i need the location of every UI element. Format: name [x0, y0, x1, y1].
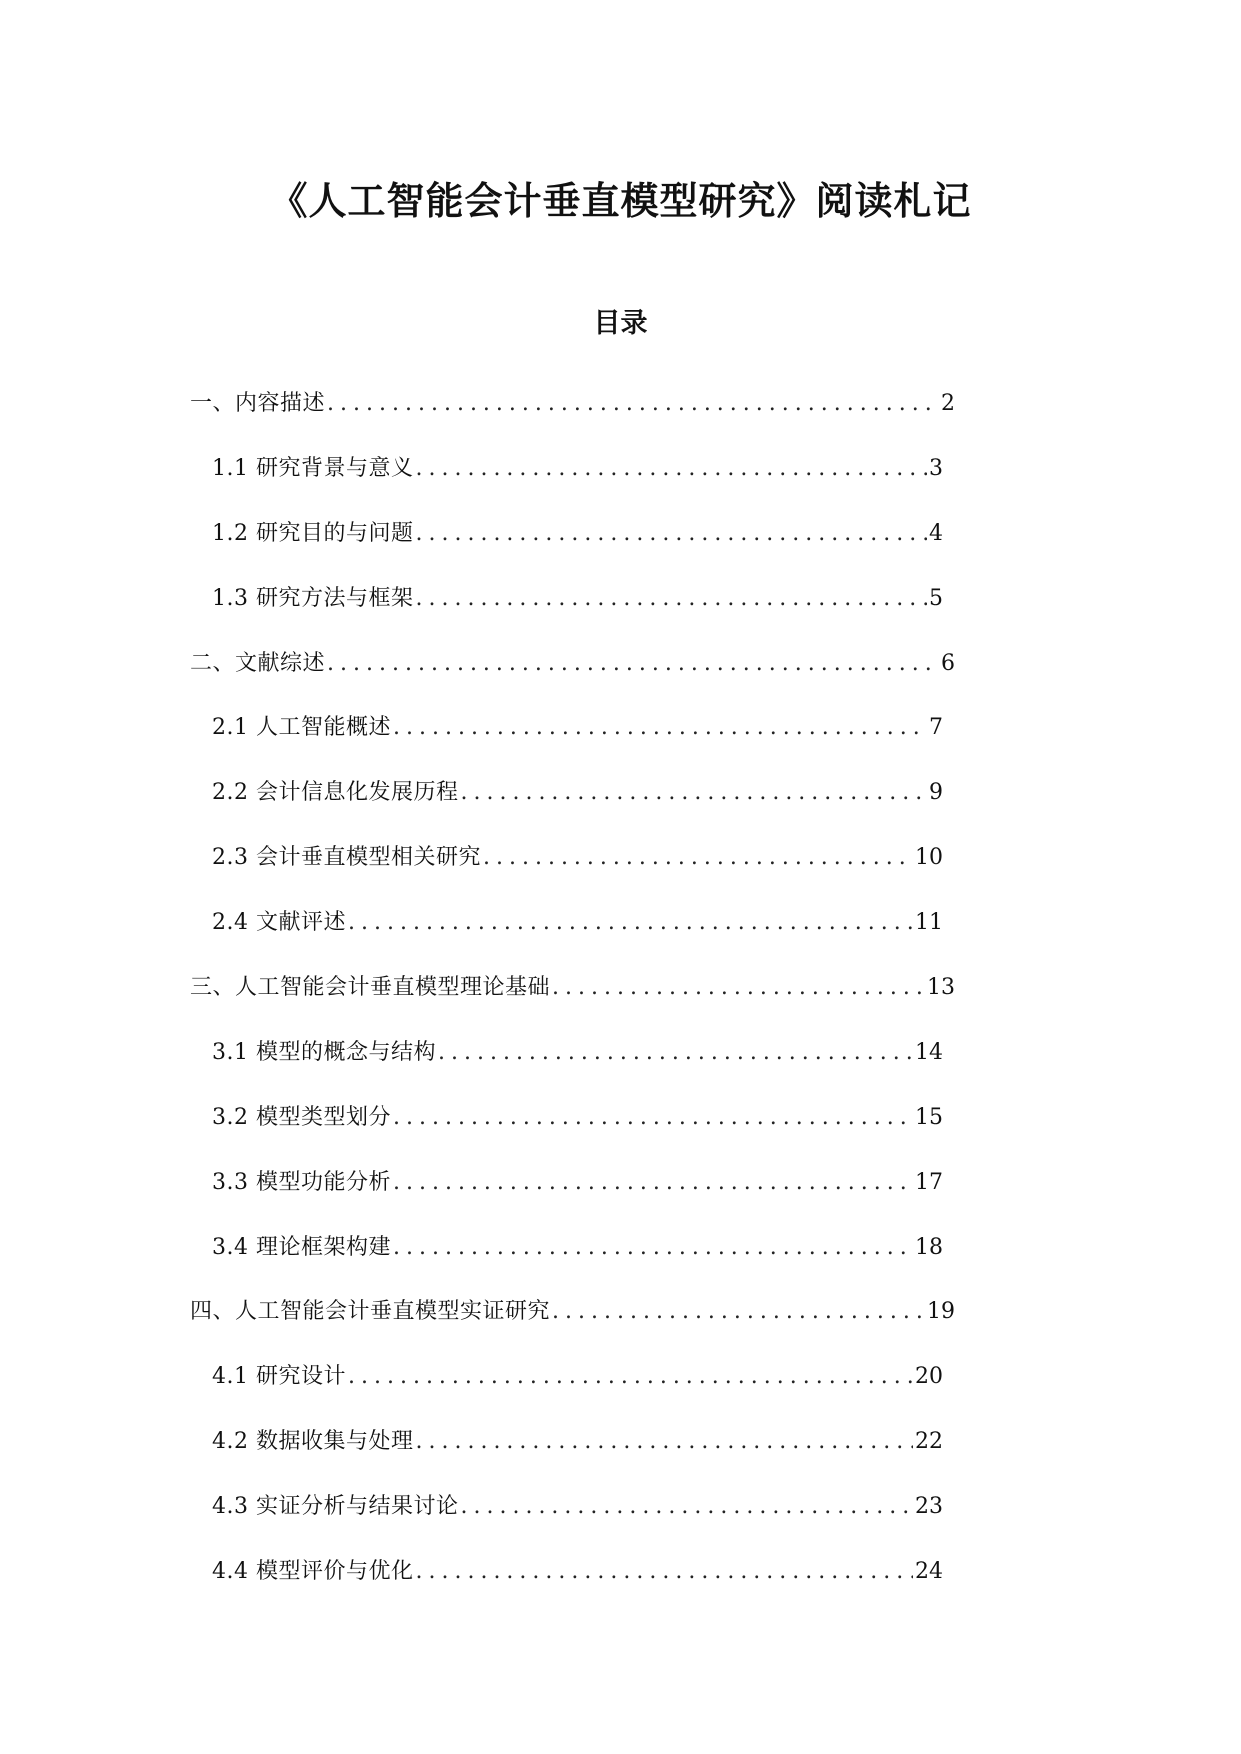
toc-page-number: 19	[927, 1299, 955, 1325]
toc-entry[interactable]	[190, 1357, 955, 1422]
toc-dot-leader	[415, 449, 927, 489]
toc-entry[interactable]	[190, 968, 955, 1033]
toc-entry-label: 1.3 研究方法与框架	[212, 585, 414, 611]
toc-entry[interactable]	[190, 1292, 955, 1357]
toc-entry-label: 一、内容描述	[190, 391, 326, 416]
toc-page-number: 7	[929, 715, 943, 741]
toc-entry[interactable]	[190, 708, 955, 773]
toc-dot-leader	[393, 1098, 913, 1138]
toc-page-number: 20	[915, 1364, 943, 1390]
toc-dot-leader	[552, 968, 925, 1008]
toc-entry-label: 2.3 会计垂直模型相关研究	[212, 845, 481, 871]
toc-dot-leader	[348, 903, 913, 943]
toc-entry[interactable]	[190, 644, 955, 709]
toc-page-number: 13	[927, 975, 955, 1001]
toc-entry[interactable]	[190, 1487, 955, 1552]
toc-entry[interactable]	[190, 449, 955, 514]
toc-entry-label: 2.1 人工智能概述	[212, 715, 391, 741]
toc-page-number: 6	[941, 650, 955, 676]
toc-page-number: 14	[915, 1039, 943, 1065]
toc-entry-label: 4.4 模型评价与优化	[212, 1559, 414, 1585]
toc-page-number: 5	[929, 585, 943, 611]
toc-page-number: 18	[915, 1234, 943, 1260]
toc-dot-leader	[552, 1292, 925, 1332]
toc-page-number: 24	[915, 1559, 943, 1585]
toc-entry-label: 三、人工智能会计垂直模型理论基础	[190, 975, 551, 1001]
toc-entry[interactable]	[190, 838, 955, 903]
toc-page-number: 17	[915, 1169, 943, 1195]
toc-dot-leader	[348, 1357, 913, 1397]
toc-entry[interactable]	[190, 1228, 955, 1293]
toc-entry-label: 1.1 研究背景与意义	[212, 455, 414, 481]
toc-entry[interactable]	[190, 514, 955, 579]
toc-entry-label: 2.2 会计信息化发展历程	[212, 780, 459, 806]
toc-entry[interactable]	[190, 1163, 955, 1228]
toc-dot-leader	[393, 1163, 913, 1203]
toc-page-number: 15	[915, 1104, 943, 1130]
toc-entry-label: 二、文献综述	[190, 650, 326, 676]
toc-dot-leader	[438, 1033, 913, 1073]
toc-page-number: 4	[929, 520, 943, 546]
toc-dot-leader	[483, 838, 913, 878]
toc-entry[interactable]	[190, 1033, 955, 1098]
toc-page-number: 11	[915, 910, 943, 936]
toc-dot-leader	[393, 708, 927, 748]
toc-dot-leader	[415, 514, 927, 554]
toc-entry[interactable]	[190, 773, 955, 838]
toc-page-number: 3	[929, 455, 943, 481]
toc-entry[interactable]	[190, 1552, 955, 1617]
toc-entry[interactable]	[190, 1098, 955, 1163]
toc-dot-leader	[415, 579, 927, 619]
toc-dot-leader	[415, 1422, 913, 1462]
document-title: 《人工智能会计垂直模型研究》阅读札记	[269, 178, 972, 224]
toc-page-number: 10	[915, 845, 943, 871]
toc-dot-leader	[327, 644, 939, 684]
toc-page-number: 22	[915, 1429, 943, 1455]
toc-entry-label: 4.3 实证分析与结果讨论	[212, 1494, 459, 1520]
toc-entry[interactable]	[190, 579, 955, 644]
toc-entry-label: 2.4 文献评述	[212, 910, 346, 936]
toc-dot-leader	[460, 1487, 913, 1527]
toc-heading: 目录	[593, 308, 648, 340]
toc-dot-leader	[460, 773, 927, 813]
toc-dot-leader	[393, 1228, 913, 1268]
toc-dot-leader	[327, 384, 939, 424]
table-of-contents	[190, 384, 955, 1617]
toc-entry[interactable]	[190, 1422, 955, 1487]
toc-entry-label: 3.4 理论框架构建	[212, 1234, 391, 1260]
toc-dot-leader	[415, 1552, 913, 1592]
toc-entry-label: 四、人工智能会计垂直模型实证研究	[190, 1299, 551, 1325]
toc-page-number: 23	[915, 1494, 943, 1520]
toc-entry[interactable]	[190, 903, 955, 968]
toc-entry-label: 4.2 数据收集与处理	[212, 1429, 414, 1455]
toc-entry-label: 3.2 模型类型划分	[212, 1104, 391, 1130]
toc-entry-label: 1.2 研究目的与问题	[212, 520, 414, 546]
toc-page-number: 9	[929, 780, 943, 806]
toc-entry-label: 3.3 模型功能分析	[212, 1169, 391, 1195]
toc-entry-label: 3.1 模型的概念与结构	[212, 1039, 436, 1065]
toc-page-number: 2	[941, 391, 955, 416]
toc-entry-label: 4.1 研究设计	[212, 1364, 346, 1390]
toc-entry[interactable]	[190, 384, 955, 449]
